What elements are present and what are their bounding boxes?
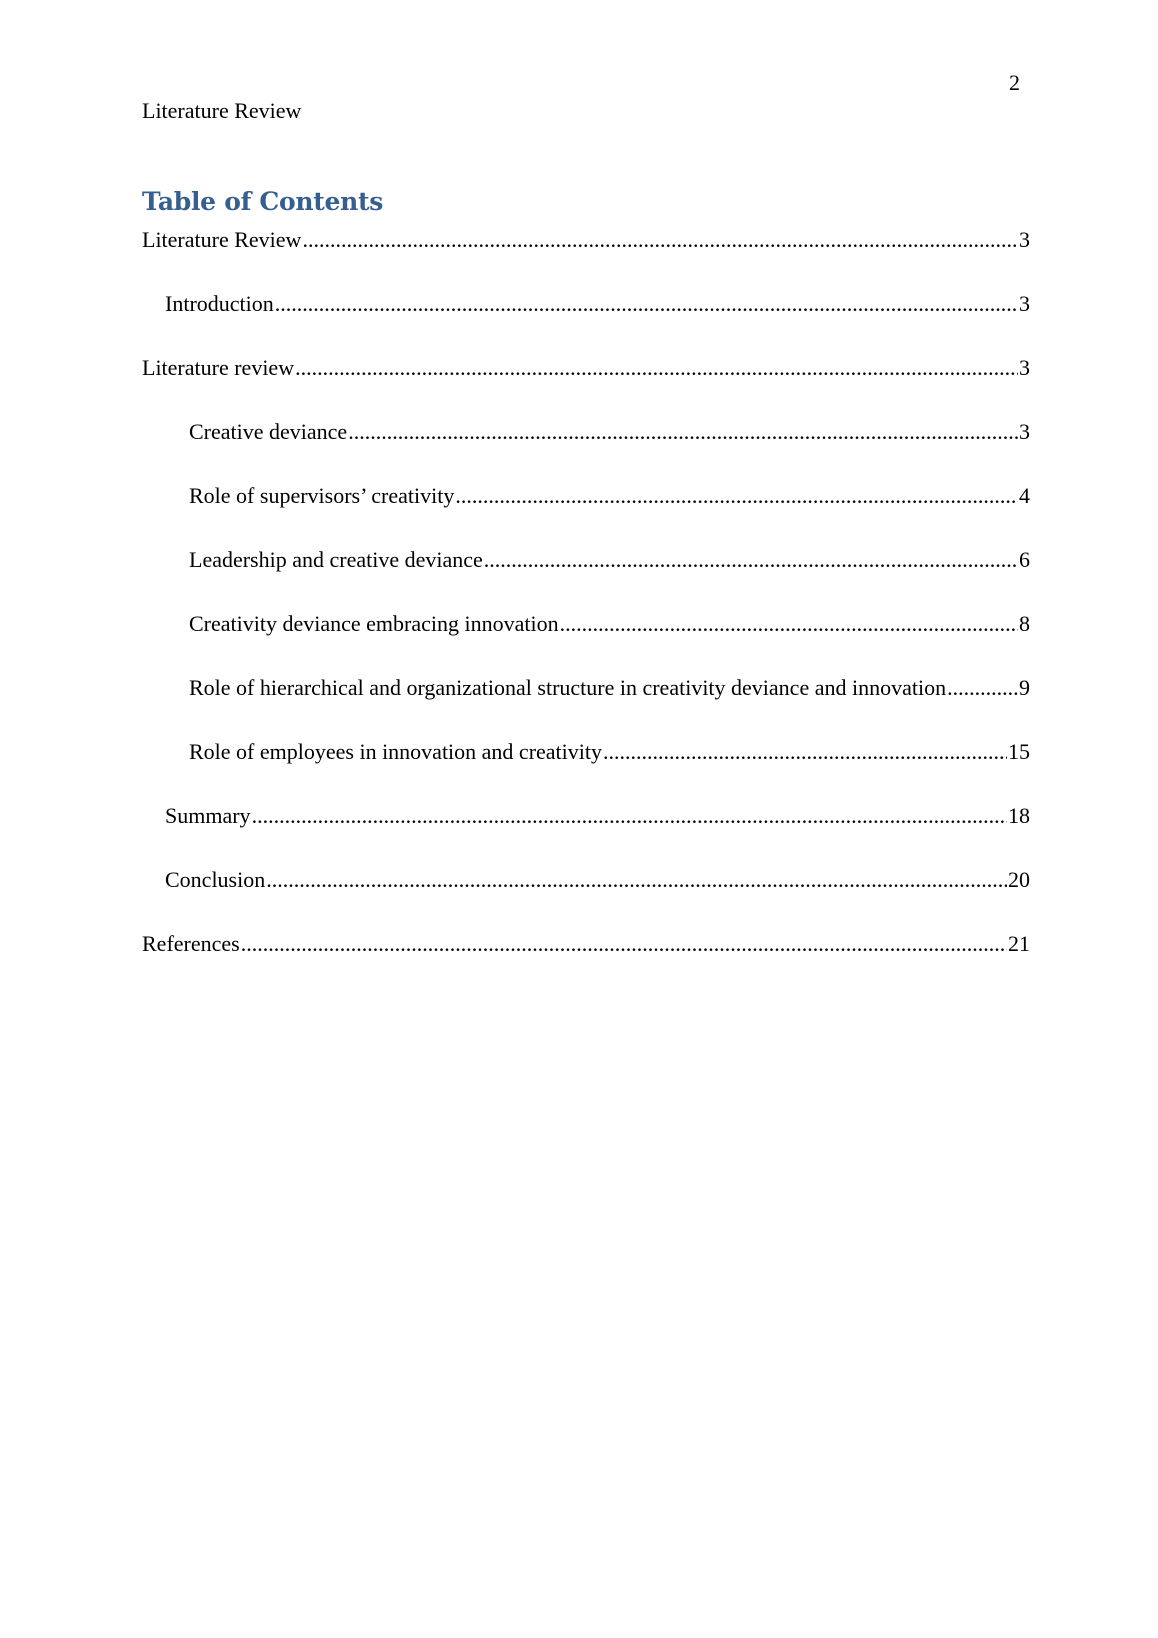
toc-entry-page: 3 [1019,419,1030,444]
toc-entry-title: Introduction [165,291,274,316]
toc-heading: Table of Contents [142,187,384,216]
toc-dot-leader [455,483,1018,509]
toc-entry-title: Literature Review [142,227,302,252]
toc-entry-literature-review-section[interactable] [142,355,1030,419]
toc-entry-page: 21 [1008,931,1030,956]
toc-dot-leader [947,675,1018,701]
toc-entry-role-of-hierarchical-structure[interactable] [142,675,1030,739]
toc-dot-leader [266,867,1007,893]
toc-dot-leader [348,419,1018,445]
toc-entry-role-of-employees[interactable] [142,739,1030,803]
toc-entry-page: 20 [1008,867,1030,892]
toc-entry-page: 6 [1019,547,1030,572]
toc-dot-leader [295,355,1018,381]
toc-dot-leader [560,611,1018,637]
toc-dot-leader [252,803,1007,829]
toc-entry-page: 18 [1008,803,1030,828]
toc-entry-title: Leadership and creative deviance [189,547,483,572]
toc-entry-page: 3 [1019,291,1030,316]
toc-entry-literature-review[interactable] [142,227,1030,291]
toc-entry-title: Literature review [142,355,295,380]
toc-entry-title: Role of supervisors’ creativity [189,483,455,508]
toc-entry-leadership-and-creative-deviance[interactable] [142,547,1030,611]
toc-entry-page: 3 [1019,355,1030,380]
toc-dot-leader [275,291,1018,317]
table-of-contents [142,227,1030,995]
toc-entry-title: References [142,931,240,956]
toc-entry-title: Role of employees in innovation and creativity [189,739,603,764]
toc-entry-title: Summary [165,803,251,828]
toc-entry-page: 9 [1019,675,1030,700]
toc-dot-leader [241,931,1007,957]
page-number: 2 [1009,70,1020,95]
toc-entry-page: 4 [1019,483,1030,508]
toc-entry-role-of-supervisors-creativity[interactable] [142,483,1030,547]
running-head: Literature Review [142,98,302,123]
toc-entry-title: Creativity deviance embracing innovation [189,611,559,636]
toc-entry-creativity-deviance-embracing-innovation[interactable] [142,611,1030,675]
toc-entry-title: Conclusion [165,867,266,892]
toc-entry-introduction[interactable] [142,291,1030,355]
toc-entry-page: 3 [1019,227,1030,252]
toc-entry-title: Role of hierarchical and organizational structure in creativity deviance and innovation [189,675,947,700]
toc-entry-title: Creative deviance [189,419,348,444]
toc-dot-leader [302,227,1018,253]
toc-entry-page: 15 [1008,739,1030,764]
toc-entry-creative-deviance[interactable] [142,419,1030,483]
toc-dot-leader [603,739,1007,765]
toc-entry-references[interactable] [142,931,1030,995]
toc-entry-summary[interactable] [142,803,1030,867]
toc-entry-page: 8 [1019,611,1030,636]
toc-entry-conclusion[interactable] [142,867,1030,931]
toc-dot-leader [484,547,1018,573]
